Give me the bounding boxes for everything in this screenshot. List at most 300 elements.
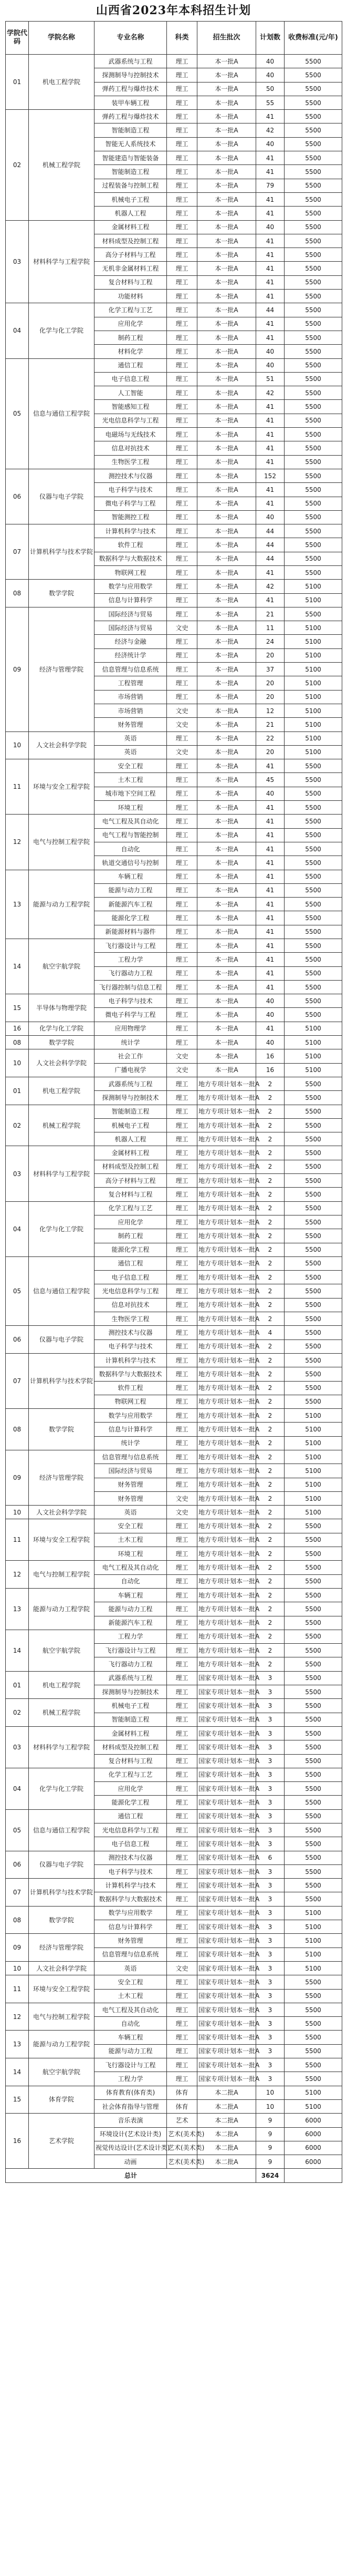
enrollment-plan-table — [5, 21, 342, 2183]
tuition-cell: 5500 — [285, 1105, 342, 1118]
batch-cell: 本一批A — [197, 883, 256, 897]
subject-cell: 艺术(美术类) — [167, 2141, 197, 2155]
tuition-cell: 5500 — [285, 290, 342, 303]
tuition-cell: 5500 — [285, 123, 342, 137]
subject-cell: 理工 — [167, 801, 197, 815]
subject-cell: 理工 — [167, 510, 197, 524]
major-cell: 国际经济与贸易 — [94, 1464, 167, 1478]
table-row — [6, 2114, 342, 2127]
tuition-cell: 5100 — [285, 1464, 342, 1478]
table-row — [6, 815, 342, 828]
college-name-cell: 材料科学与工程学院 — [29, 1146, 94, 1201]
table-row — [6, 607, 342, 621]
tuition-cell: 5500 — [285, 2003, 342, 2016]
major-cell: 安全工程 — [94, 1519, 167, 1533]
plan-count-cell: 3 — [256, 1920, 285, 1934]
plan-count-cell: 41 — [256, 192, 285, 206]
plan-count-cell: 41 — [256, 455, 285, 469]
tuition-cell: 5500 — [285, 815, 342, 828]
batch-cell: 本一批A — [197, 676, 256, 690]
tuition-cell: 5500 — [285, 856, 342, 870]
plan-count-cell: 3 — [256, 1837, 285, 1851]
batch-cell: 本一批A — [197, 455, 256, 469]
plan-count-cell: 41 — [256, 815, 285, 828]
tuition-cell: 5500 — [285, 165, 342, 179]
table-row — [6, 1506, 342, 1519]
major-cell: 探测制导与控制技术 — [94, 68, 167, 82]
subject-cell: 理工 — [167, 815, 197, 828]
plan-count-cell: 21 — [256, 718, 285, 731]
subject-cell: 理工 — [167, 1284, 197, 1298]
subject-cell: 理工 — [167, 1146, 197, 1160]
batch-cell: 本一批A — [197, 690, 256, 704]
plan-count-cell: 41 — [256, 497, 285, 510]
batch-cell: 国家专项计划本一批A — [197, 1768, 256, 1781]
batch-cell: 本二批A — [197, 2127, 256, 2141]
plan-count-cell: 2 — [256, 1547, 285, 1561]
batch-cell: 本一批A — [197, 137, 256, 151]
plan-count-cell: 3 — [256, 1823, 285, 1837]
subject-cell: 理工 — [167, 123, 197, 137]
major-cell: 能源化学工程 — [94, 1243, 167, 1256]
subject-cell: 艺术(美术类) — [167, 2127, 197, 2141]
batch-cell: 国家专项计划本一批A — [197, 2058, 256, 2072]
plan-count-cell: 12 — [256, 704, 285, 717]
college-name-cell: 航空宇航学院 — [29, 939, 94, 994]
tuition-cell: 5500 — [285, 1588, 342, 1602]
college-name-cell: 数学学院 — [29, 1036, 94, 1049]
plan-count-cell: 41 — [256, 966, 285, 980]
major-cell: 智能制造工程 — [94, 1713, 167, 1726]
subject-cell: 文史 — [167, 1961, 197, 1975]
plan-count-cell: 41 — [256, 842, 285, 856]
tuition-cell: 5500 — [285, 1754, 342, 1768]
tuition-cell: 5500 — [285, 953, 342, 966]
tuition-cell: 5500 — [285, 1561, 342, 1574]
plan-count-cell: 2 — [256, 1464, 285, 1478]
tuition-cell: 5500 — [285, 317, 342, 331]
tuition-cell: 5500 — [285, 870, 342, 883]
subject-cell: 理工 — [167, 248, 197, 262]
tuition-cell: 5500 — [285, 911, 342, 925]
batch-cell: 本一批A — [197, 925, 256, 939]
subject-cell: 理工 — [167, 1478, 197, 1491]
subject-cell: 理工 — [167, 1533, 197, 1547]
plan-count-cell: 2 — [256, 1478, 285, 1491]
college-code-cell: 13 — [6, 1588, 29, 1630]
tuition-cell: 5100 — [285, 1491, 342, 1505]
major-cell: 信息对抗技术 — [94, 441, 167, 455]
table-row — [6, 2086, 342, 2099]
subject-cell: 理工 — [167, 469, 197, 482]
plan-count-cell: 3 — [256, 1948, 285, 1961]
subject-cell: 理工 — [167, 1630, 197, 1643]
subject-cell: 理工 — [167, 2003, 197, 2016]
batch-cell: 地方专项计划本一批A — [197, 1561, 256, 1574]
subject-cell: 理工 — [167, 828, 197, 842]
plan-count-cell: 42 — [256, 386, 285, 400]
tuition-cell: 5500 — [285, 2017, 342, 2031]
subject-cell: 理工 — [167, 1464, 197, 1478]
plan-count-cell: 41 — [256, 870, 285, 883]
table-row — [6, 759, 342, 773]
major-cell: 探测制导与控制技术 — [94, 1685, 167, 1699]
major-cell: 测控技术与仪器 — [94, 1851, 167, 1864]
tuition-cell: 5500 — [285, 510, 342, 524]
college-code-cell: 14 — [6, 939, 29, 994]
batch-cell: 国家专项计划本一批A — [197, 1961, 256, 1975]
table-row — [6, 524, 342, 538]
tuition-cell: 5100 — [285, 593, 342, 607]
subject-cell: 理工 — [167, 1022, 197, 1035]
college-name-cell: 环境与安全工程学院 — [29, 1975, 94, 2003]
college-code-cell: 01 — [6, 55, 29, 110]
subject-cell: 理工 — [167, 358, 197, 372]
batch-cell: 国家专项计划本一批A — [197, 1920, 256, 1934]
major-cell: 弹药工程与爆炸技术 — [94, 110, 167, 123]
college-code-cell: 01 — [6, 1077, 29, 1105]
batch-cell: 本一批A — [197, 358, 256, 372]
major-cell: 金属材料工程 — [94, 1726, 167, 1740]
batch-cell: 国家专项计划本一批A — [197, 2003, 256, 2016]
college-code-cell: 11 — [6, 1975, 29, 2003]
plan-count-cell: 3 — [256, 2044, 285, 2058]
plan-count-cell: 40 — [256, 220, 285, 234]
plan-count-cell: 45 — [256, 773, 285, 787]
subject-cell: 理工 — [167, 1215, 197, 1229]
subject-cell: 理工 — [167, 1381, 197, 1395]
college-code-cell: 09 — [6, 1450, 29, 1505]
tuition-cell: 5100 — [285, 731, 342, 745]
subject-cell: 理工 — [167, 414, 197, 427]
subject-cell: 理工 — [167, 1934, 197, 1948]
tuition-cell: 5500 — [285, 137, 342, 151]
plan-count-cell: 16 — [256, 1049, 285, 1063]
batch-cell: 国家专项计划本一批A — [197, 1726, 256, 1740]
college-name-cell: 计算机科学与技术学院 — [29, 1879, 94, 1907]
tuition-cell: 5500 — [285, 2058, 342, 2072]
batch-cell: 本一批A — [197, 911, 256, 925]
batch-cell: 本一批A — [197, 828, 256, 842]
subject-cell: 理工 — [167, 1105, 197, 1118]
batch-cell: 地方专项计划本一批A — [197, 1215, 256, 1229]
plan-count-cell: 3 — [256, 1740, 285, 1754]
batch-cell: 地方专项计划本一批A — [197, 1644, 256, 1657]
batch-cell: 地方专项计划本一批A — [197, 1271, 256, 1284]
batch-cell: 本一批A — [197, 248, 256, 262]
major-cell: 经济统计学 — [94, 648, 167, 662]
tuition-cell: 5500 — [285, 345, 342, 358]
batch-cell: 地方专项计划本一批A — [197, 1298, 256, 1312]
plan-count-cell: 2 — [256, 1657, 285, 1671]
college-name-cell: 信息与通信工程学院 — [29, 1809, 94, 1851]
college-name-cell: 数学学院 — [29, 1409, 94, 1450]
tuition-cell: 5500 — [285, 2031, 342, 2044]
subject-cell: 理工 — [167, 1561, 197, 1574]
subject-cell: 体育 — [167, 2086, 197, 2099]
batch-cell: 本一批A — [197, 331, 256, 344]
table-body — [6, 55, 342, 2183]
subject-cell: 理工 — [167, 1920, 197, 1934]
subject-cell: 理工 — [167, 635, 197, 648]
batch-cell: 地方专项计划本一批A — [197, 1091, 256, 1105]
major-cell: 功能材料 — [94, 290, 167, 303]
tuition-cell: 5500 — [285, 1146, 342, 1160]
plan-count-cell: 3 — [256, 2058, 285, 2072]
plan-count-cell: 2 — [256, 1588, 285, 1602]
college-code-cell: 09 — [6, 1934, 29, 1962]
subject-cell: 文史 — [167, 704, 197, 717]
major-cell: 工程管理 — [94, 676, 167, 690]
subject-cell: 理工 — [167, 1547, 197, 1561]
college-code-cell: 15 — [6, 994, 29, 1022]
plan-count-cell: 3 — [256, 1989, 285, 2003]
tuition-cell: 5500 — [285, 1796, 342, 1809]
college-code-cell: 10 — [6, 1961, 29, 1975]
batch-cell: 本一批A — [197, 773, 256, 787]
major-cell: 能源与动力工程 — [94, 1602, 167, 1616]
subject-cell: 理工 — [167, 275, 197, 289]
college-name-cell: 经济与管理学院 — [29, 1934, 94, 1962]
batch-cell: 国家专项计划本一批A — [197, 1823, 256, 1837]
subject-cell: 理工 — [167, 842, 197, 856]
major-cell: 环境工程 — [94, 801, 167, 815]
col-header-subject: 科类 — [167, 22, 197, 55]
tuition-cell: 5100 — [285, 1506, 342, 1519]
tuition-cell: 5500 — [285, 68, 342, 82]
plan-count-cell: 40 — [256, 55, 285, 68]
college-code-cell: 08 — [6, 580, 29, 607]
plan-count-cell: 2 — [256, 1284, 285, 1298]
tuition-cell: 5100 — [285, 635, 342, 648]
major-cell: 飞行器设计与工程 — [94, 939, 167, 953]
batch-cell: 本一批A — [197, 635, 256, 648]
tuition-cell: 5500 — [285, 828, 342, 842]
subject-cell: 理工 — [167, 110, 197, 123]
tuition-cell: 5500 — [285, 331, 342, 344]
major-cell: 电子信息工程 — [94, 1837, 167, 1851]
plan-count-cell: 41 — [256, 759, 285, 773]
subject-cell: 理工 — [167, 1188, 197, 1201]
major-cell: 智能建造与智能装备 — [94, 151, 167, 165]
subject-cell: 理工 — [167, 1892, 197, 1906]
batch-cell: 本一批A — [197, 565, 256, 579]
plan-count-cell: 24 — [256, 635, 285, 648]
major-cell: 财务管理 — [94, 1934, 167, 1948]
subject-cell: 理工 — [167, 1740, 197, 1754]
batch-cell: 本一批A — [197, 663, 256, 676]
subject-cell: 理工 — [167, 980, 197, 994]
major-cell: 复合材料与工程 — [94, 1188, 167, 1201]
tuition-cell: 5100 — [285, 1063, 342, 1077]
batch-cell: 本一批A — [197, 414, 256, 427]
batch-cell: 本一批A — [197, 303, 256, 317]
plan-count-cell: 2 — [256, 1533, 285, 1547]
batch-cell: 本一批A — [197, 441, 256, 455]
tuition-cell: 5500 — [285, 1160, 342, 1173]
subject-cell: 理工 — [167, 994, 197, 1008]
tuition-cell: 5500 — [285, 1699, 342, 1713]
major-cell: 自动化 — [94, 2017, 167, 2031]
subject-cell: 理工 — [167, 1353, 197, 1367]
college-name-cell: 体育学院 — [29, 2086, 94, 2114]
major-cell: 财务管理 — [94, 718, 167, 731]
major-cell: 智能制造工程 — [94, 1105, 167, 1118]
tuition-cell: 5500 — [285, 55, 342, 68]
plan-count-cell: 3 — [256, 1671, 285, 1685]
subject-cell: 理工 — [167, 1118, 197, 1132]
college-name-cell: 机电工程学院 — [29, 55, 94, 110]
plan-count-cell: 41 — [256, 953, 285, 966]
tuition-cell: 5500 — [285, 607, 342, 621]
tuition-cell: 5500 — [285, 1768, 342, 1781]
subject-cell: 理工 — [167, 1906, 197, 1920]
subject-cell: 理工 — [167, 648, 197, 662]
major-cell: 化学工程与工艺 — [94, 1201, 167, 1215]
college-name-cell: 人文社会科学学院 — [29, 731, 94, 759]
table-row — [6, 1588, 342, 1602]
subject-cell: 理工 — [167, 2044, 197, 2058]
tuition-cell: 5500 — [285, 773, 342, 787]
subject-cell: 理工 — [167, 1450, 197, 1464]
tuition-cell: 5100 — [285, 1022, 342, 1035]
table-row — [6, 110, 342, 123]
subject-cell: 理工 — [167, 1754, 197, 1768]
tuition-cell: 5500 — [285, 1229, 342, 1243]
subject-cell: 理工 — [167, 137, 197, 151]
major-cell: 人工智能 — [94, 386, 167, 400]
batch-cell: 国家专项计划本一批A — [197, 1948, 256, 1961]
table-row — [6, 1671, 342, 1685]
subject-cell: 理工 — [167, 1256, 197, 1270]
major-cell: 英语 — [94, 745, 167, 759]
major-cell: 市场营销 — [94, 704, 167, 717]
tuition-cell: 5500 — [285, 275, 342, 289]
college-name-cell: 能源与动力工程学院 — [29, 2031, 94, 2058]
table-row — [6, 870, 342, 883]
major-cell: 工程力学 — [94, 953, 167, 966]
batch-cell: 本一批A — [197, 538, 256, 552]
major-cell: 电子信息工程 — [94, 1271, 167, 1284]
tuition-cell: 5500 — [285, 1851, 342, 1864]
major-cell: 统计学 — [94, 1036, 167, 1049]
batch-cell: 国家专项计划本一批A — [197, 2017, 256, 2031]
batch-cell: 本一批A — [197, 234, 256, 248]
major-cell: 车辆工程 — [94, 2031, 167, 2044]
tuition-cell: 5500 — [285, 455, 342, 469]
college-name-cell: 计算机科学与技术学院 — [29, 1353, 94, 1408]
table-row — [6, 1036, 342, 1049]
tuition-cell: 5500 — [285, 1519, 342, 1533]
college-code-cell: 06 — [6, 1326, 29, 1354]
subject-cell: 理工 — [167, 690, 197, 704]
batch-cell: 本一批A — [197, 953, 256, 966]
plan-count-cell: 40 — [256, 510, 285, 524]
tuition-cell: 5500 — [285, 1215, 342, 1229]
batch-cell: 国家专项计划本一批A — [197, 1989, 256, 2003]
tuition-cell: 5500 — [285, 1879, 342, 1892]
subject-cell: 理工 — [167, 2058, 197, 2072]
college-name-cell: 机械工程学院 — [29, 110, 94, 220]
table-row — [6, 1975, 342, 1989]
plan-count-cell: 2 — [256, 1188, 285, 1201]
batch-cell: 本一批A — [197, 317, 256, 331]
subject-cell: 理工 — [167, 1975, 197, 1989]
plan-count-cell: 3 — [256, 1782, 285, 1796]
plan-count-cell: 2 — [256, 1271, 285, 1284]
plan-count-cell: 41 — [256, 275, 285, 289]
tuition-cell: 5500 — [285, 1008, 342, 1022]
plan-count-cell: 2 — [256, 1630, 285, 1643]
major-cell: 电子科学与技术 — [94, 994, 167, 1008]
batch-cell: 地方专项计划本一批A — [197, 1118, 256, 1132]
tuition-cell: 5500 — [285, 842, 342, 856]
tuition-cell: 5100 — [285, 690, 342, 704]
plan-count-cell: 41 — [256, 483, 285, 497]
major-cell: 电子科学与技术 — [94, 1864, 167, 1878]
tuition-cell: 5500 — [285, 1657, 342, 1671]
plan-count-cell: 3 — [256, 2072, 285, 2086]
plan-count-cell: 6 — [256, 1851, 285, 1864]
plan-count-cell: 3 — [256, 1961, 285, 1975]
major-cell: 电气工程及其自动化 — [94, 2003, 167, 2016]
college-code-cell: 14 — [6, 1630, 29, 1671]
major-cell: 动画 — [94, 2155, 167, 2169]
major-cell: 生物医学工程 — [94, 455, 167, 469]
major-cell: 飞行器动力工程 — [94, 1657, 167, 1671]
tuition-cell: 5500 — [285, 207, 342, 220]
table-row — [6, 1726, 342, 1740]
major-cell: 智能感知工程 — [94, 400, 167, 414]
batch-cell: 国家专项计划本一批A — [197, 1754, 256, 1768]
tuition-cell: 5500 — [285, 192, 342, 206]
plan-count-cell: 22 — [256, 731, 285, 745]
major-cell: 电子科学与技术 — [94, 483, 167, 497]
batch-cell: 地方专项计划本一批A — [197, 1478, 256, 1491]
major-cell: 材料化学 — [94, 345, 167, 358]
tuition-cell: 5500 — [285, 1395, 342, 1408]
subject-cell: 文史 — [167, 1049, 197, 1063]
tuition-cell: 5500 — [285, 1809, 342, 1823]
tuition-cell: 5500 — [285, 96, 342, 109]
major-cell: 计算机科学与技术 — [94, 1353, 167, 1367]
tuition-cell: 5500 — [285, 1726, 342, 1740]
col-header-plan-count: 计划数 — [256, 22, 285, 55]
subject-cell: 理工 — [167, 1423, 197, 1436]
subject-cell: 理工 — [167, 331, 197, 344]
batch-cell: 本一批A — [197, 1036, 256, 1049]
major-cell: 统计学 — [94, 1436, 167, 1450]
college-code-cell: 09 — [6, 607, 29, 731]
college-code-cell: 12 — [6, 2003, 29, 2031]
college-name-cell: 化学与化工学院 — [29, 1201, 94, 1256]
batch-cell: 地方专项计划本一批A — [197, 1423, 256, 1436]
batch-cell: 地方专项计划本一批A — [197, 1312, 256, 1326]
major-cell: 物联网工程 — [94, 1395, 167, 1408]
subject-cell: 理工 — [167, 870, 197, 883]
plan-count-cell: 2 — [256, 1077, 285, 1090]
tuition-cell: 5500 — [285, 1574, 342, 1588]
batch-cell: 本二批A — [197, 2099, 256, 2113]
col-header-major: 专业名称 — [94, 22, 167, 55]
subject-cell: 理工 — [167, 1616, 197, 1630]
batch-cell: 本一批A — [197, 220, 256, 234]
major-cell: 环境工程 — [94, 1547, 167, 1561]
subject-cell: 理工 — [167, 1685, 197, 1699]
major-cell: 生物医学工程 — [94, 1312, 167, 1326]
batch-cell: 本一批A — [197, 1008, 256, 1022]
subject-cell: 理工 — [167, 787, 197, 800]
